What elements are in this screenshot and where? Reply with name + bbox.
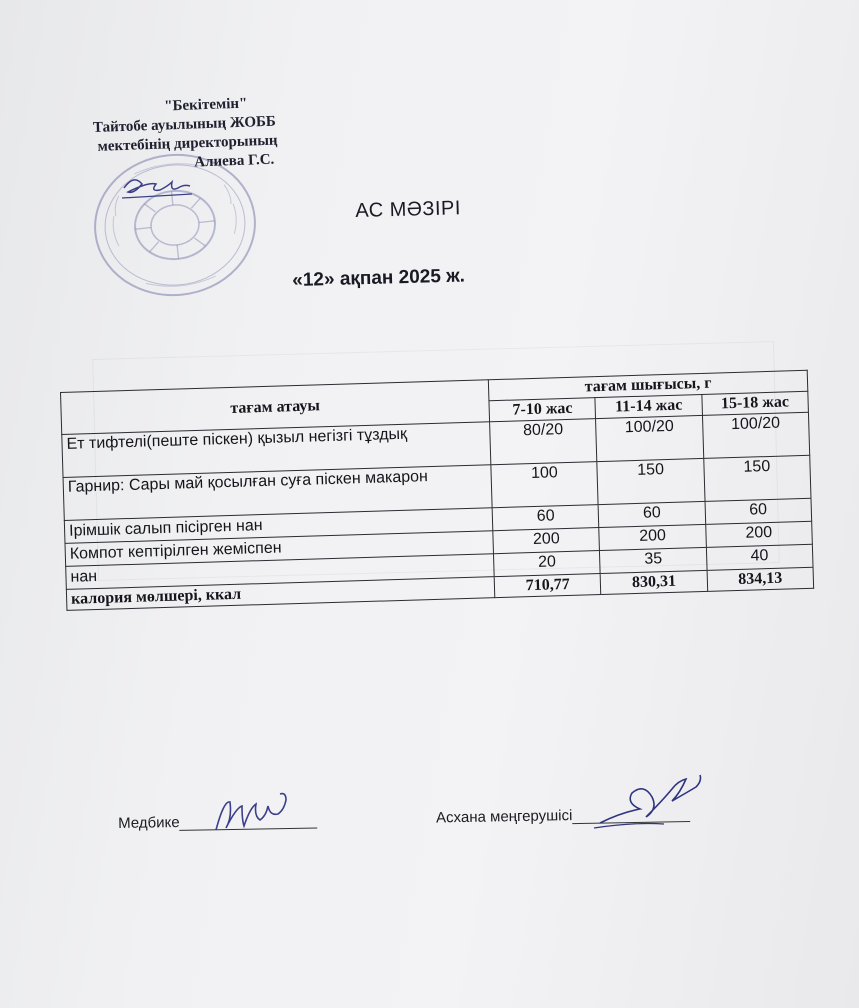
menu-date: «12» ақпан 2025 ж. bbox=[292, 265, 466, 291]
portion-7-10: 60 bbox=[492, 505, 599, 531]
portion-11-14: 35 bbox=[600, 547, 707, 573]
chef-signature-icon bbox=[590, 768, 730, 838]
menu-table bbox=[60, 370, 814, 611]
column-header-dish: тағам атауы bbox=[61, 380, 490, 435]
calorie-7-10: 710,77 bbox=[494, 574, 601, 598]
portion-7-10: 100 bbox=[491, 462, 598, 508]
portion-11-14: 150 bbox=[597, 458, 704, 504]
chef-label: Асхана меңгерушісі bbox=[435, 807, 573, 827]
dish-name: Ірімшік салып пісірген нан bbox=[64, 508, 493, 544]
approval-school: Тайтобе ауылының ЖОББ bbox=[92, 113, 277, 136]
approval-director-name: Алиева Г.С. bbox=[193, 151, 275, 171]
nurse-label: Медбике bbox=[118, 813, 180, 832]
portion-15-18: 150 bbox=[703, 455, 811, 501]
portion-15-18: 200 bbox=[705, 521, 812, 547]
portion-7-10: 200 bbox=[493, 528, 600, 554]
portion-11-14: 60 bbox=[598, 501, 705, 527]
calorie-label: калория мөлшері, ккал bbox=[66, 577, 495, 611]
portion-15-18: 40 bbox=[706, 544, 813, 570]
calorie-15-18: 834,13 bbox=[707, 567, 814, 591]
nurse-signature-icon bbox=[208, 790, 318, 840]
age-group-7-10: 7-10 жас bbox=[489, 398, 596, 422]
dish-name: Гарнир: Сары май қосылған суға піскен макарон bbox=[63, 465, 492, 521]
director-signature-icon bbox=[118, 168, 198, 204]
approval-position: мектебінің директорының bbox=[97, 132, 278, 155]
portion-7-10: 20 bbox=[494, 551, 601, 577]
age-group-15-18: 15-18 жас bbox=[702, 391, 809, 415]
approval-heading: "Бекітемін" bbox=[163, 95, 248, 115]
portion-15-18: 100/20 bbox=[702, 412, 810, 458]
dish-name: Ет тифтелі(пеште піскен) қызыл негізгі тұздық bbox=[62, 422, 491, 478]
dish-name: Компот кептірілген жеміспен bbox=[65, 531, 494, 567]
portion-11-14: 200 bbox=[599, 524, 706, 550]
age-group-11-14: 11-14 жас bbox=[595, 394, 702, 418]
portion-7-10: 80/20 bbox=[490, 419, 597, 465]
portion-11-14: 100/20 bbox=[596, 415, 703, 461]
page-title: АС МӘЗІРІ bbox=[355, 197, 462, 222]
dish-name: нан bbox=[66, 554, 495, 590]
approval-block bbox=[92, 92, 325, 176]
portion-15-18: 60 bbox=[705, 498, 812, 524]
calorie-11-14: 830,31 bbox=[601, 570, 708, 594]
column-header-output: тағам шығысы, г bbox=[488, 370, 807, 400]
